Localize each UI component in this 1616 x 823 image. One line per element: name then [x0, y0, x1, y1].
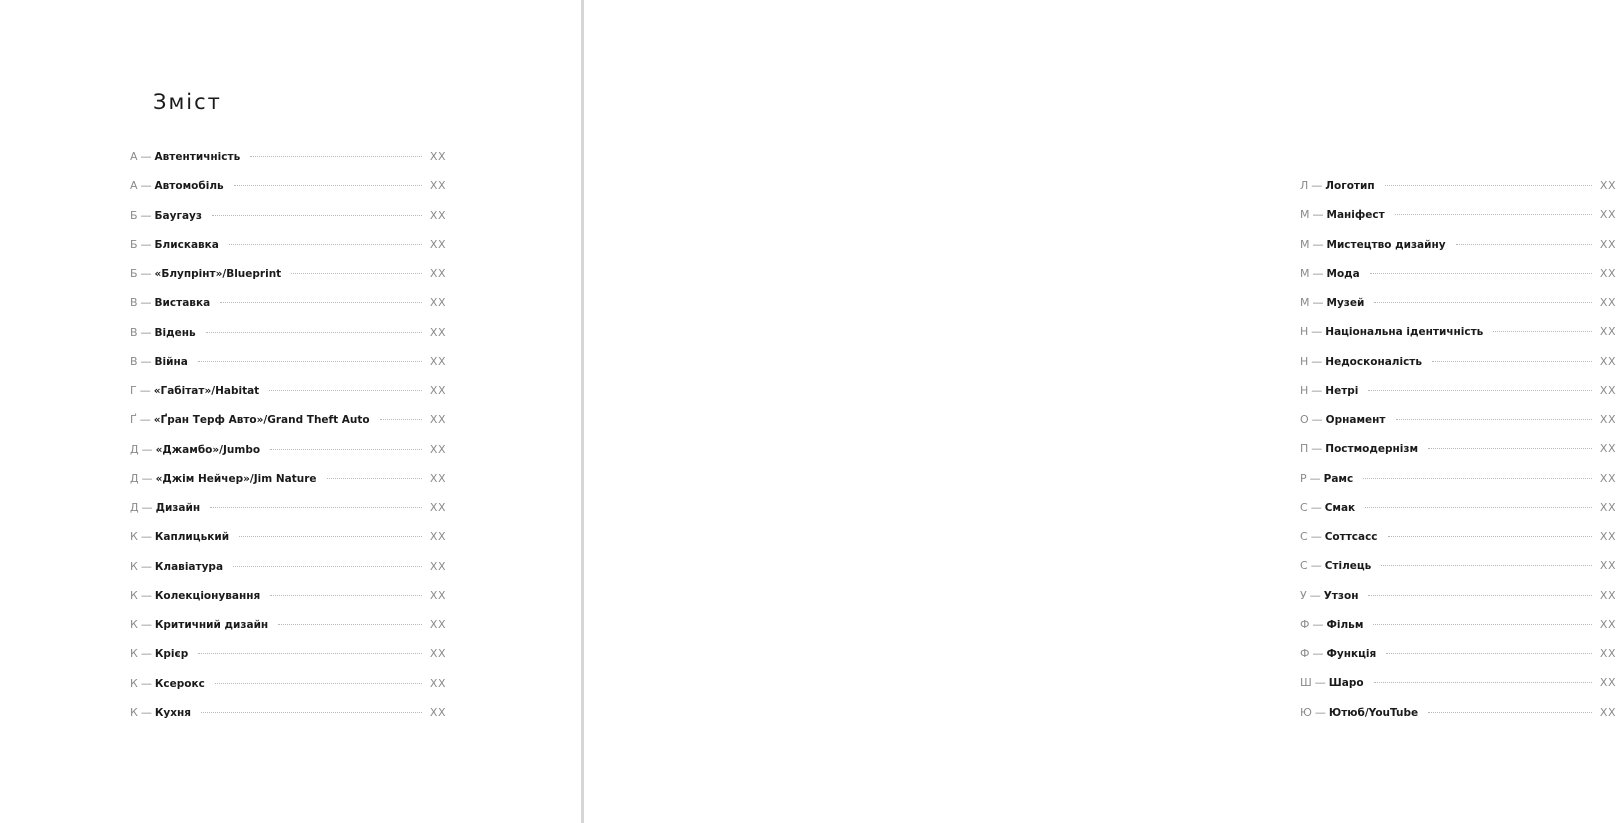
- toc-entry-letter: С: [1300, 559, 1308, 573]
- toc-entry-letter: К: [130, 530, 138, 544]
- toc-entry-letter: В: [130, 354, 138, 368]
- toc-entry-title: Постмодернізм: [1325, 443, 1419, 456]
- toc-dot-leader: [1368, 595, 1591, 596]
- toc-entry[interactable]: [130, 150, 446, 179]
- toc-entry-letter: К: [130, 618, 138, 631]
- toc-dot-leader: [1456, 244, 1592, 245]
- toc-entry-letter: П: [1300, 442, 1309, 456]
- toc-entry-page-number: XX: [1599, 325, 1616, 339]
- toc-entry-title: Мода: [1326, 267, 1360, 280]
- toc-dot-leader: [270, 449, 422, 450]
- toc-entry-title: Війна: [154, 355, 188, 368]
- toc-entry-title: Дизайн: [155, 502, 201, 514]
- toc-entry[interactable]: [130, 238, 446, 267]
- toc-entry-page-number: XX: [1599, 296, 1616, 309]
- book-spine-divider: [581, 0, 584, 823]
- toc-dot-leader: [1374, 682, 1592, 683]
- toc-entry[interactable]: [1300, 559, 1616, 588]
- toc-entry-letter: Д: [130, 501, 139, 514]
- toc-entry-page-number: XX: [1599, 647, 1616, 660]
- toc-dot-leader: [250, 156, 422, 157]
- toc-entry-page-number: XX: [1599, 617, 1616, 631]
- toc-entry-letter: М: [1300, 296, 1310, 309]
- toc-entry-dash: —: [141, 442, 153, 456]
- toc-dot-leader: [198, 653, 422, 654]
- toc-entry[interactable]: [130, 472, 446, 501]
- toc-entry-title: Фільм: [1326, 618, 1364, 631]
- page-title: Зміст: [153, 90, 222, 114]
- toc-entry-dash: —: [140, 267, 152, 280]
- toc-entry-page-number: XX: [1599, 208, 1616, 222]
- toc-entry-letter: Ш: [1300, 676, 1312, 690]
- toc-entry-page-number: XX: [429, 296, 446, 310]
- toc-dot-leader: [233, 566, 422, 567]
- toc-entry-dash: —: [1311, 325, 1323, 339]
- toc-entry-page-number: XX: [429, 588, 446, 602]
- toc-entry-letter: К: [130, 588, 138, 602]
- toc-entry-title: Каплицький: [154, 531, 230, 544]
- toc-entry-title: Автентичність: [154, 151, 241, 163]
- toc-dot-leader: [1368, 390, 1592, 391]
- toc-dot-leader: [210, 507, 422, 508]
- toc-entry-letter: М: [1300, 237, 1310, 251]
- toc-entry-title: Критичний дизайн: [154, 619, 269, 631]
- toc-entry[interactable]: [130, 179, 446, 208]
- toc-entry[interactable]: [1300, 179, 1616, 208]
- toc-entry-letter: Д: [130, 471, 139, 485]
- toc-entry-title: Баугауз: [154, 209, 202, 222]
- toc-entry-page-number: XX: [1599, 471, 1616, 485]
- left-page: [0, 0, 581, 823]
- toc-entry-dash: —: [1310, 530, 1322, 543]
- toc-entry-title: «Блупрінт»/Blueprint: [154, 268, 282, 280]
- toc-entry-title: «Габітат»/Habitat: [153, 385, 260, 397]
- toc-entry[interactable]: [130, 413, 446, 442]
- toc-entry-letter: Б: [130, 267, 138, 280]
- toc-dot-leader: [229, 244, 422, 245]
- toc-entry-title: Утзон: [1323, 589, 1359, 602]
- toc-entry-title: Ютюб/YouTube: [1328, 706, 1419, 719]
- toc-entry-dash: —: [1311, 413, 1323, 426]
- toc-entry[interactable]: [1300, 589, 1616, 618]
- toc-entry-page-number: XX: [1599, 266, 1616, 280]
- toc-dot-leader: [1432, 361, 1592, 362]
- toc-entry[interactable]: [1300, 208, 1616, 237]
- toc-entry[interactable]: [1300, 647, 1616, 676]
- toc-dot-leader: [201, 712, 422, 713]
- toc-entry-page-number: XX: [1599, 530, 1616, 543]
- toc-entry-page-number: XX: [1599, 442, 1616, 456]
- toc-entry[interactable]: [130, 209, 446, 238]
- toc-entry-page-number: XX: [1599, 676, 1616, 690]
- toc-entry[interactable]: [1300, 296, 1616, 325]
- toc-entry[interactable]: [130, 560, 446, 589]
- toc-entry-letter: Б: [130, 237, 138, 251]
- toc-entry-dash: —: [140, 618, 152, 631]
- toc-entry-dash: —: [140, 208, 152, 222]
- toc-entry-page-number: XX: [1599, 705, 1616, 719]
- toc-entry[interactable]: [130, 589, 446, 618]
- toc-entry-dash: —: [1312, 266, 1324, 280]
- toc-entry-dash: —: [1314, 705, 1326, 719]
- toc-entry-dash: —: [140, 354, 152, 368]
- toc-dot-leader: [1385, 185, 1592, 186]
- toc-entry-page-number: XX: [429, 384, 446, 397]
- toc-entry[interactable]: [130, 384, 446, 413]
- toc-entry-letter: В: [130, 296, 138, 310]
- toc-entry[interactable]: [1300, 501, 1616, 530]
- toc-dot-leader: [270, 595, 422, 596]
- toc-entry-letter: К: [130, 559, 138, 573]
- toc-entry[interactable]: [130, 296, 446, 325]
- toc-entry-dash: —: [1312, 617, 1324, 631]
- toc-dot-leader: [1493, 331, 1592, 332]
- toc-entry-dash: —: [140, 179, 152, 193]
- toc-entry[interactable]: [1300, 238, 1616, 267]
- toc-entry[interactable]: [1300, 530, 1616, 559]
- toc-dot-leader: [220, 302, 422, 303]
- toc-entry-page-number: XX: [429, 150, 446, 163]
- toc-entry-page-number: XX: [429, 208, 446, 222]
- toc-entry-dash: —: [140, 588, 152, 602]
- toc-entry-letter: Р: [1300, 471, 1307, 485]
- toc-dot-leader: [212, 215, 422, 216]
- toc-entry-page-number: XX: [1599, 179, 1616, 192]
- toc-entry-letter: Г: [130, 384, 137, 397]
- toc-entry-page-number: XX: [1599, 588, 1616, 602]
- toc-entry-dash: —: [1311, 179, 1323, 192]
- toc-entry-title: Відень: [154, 326, 196, 339]
- toc-entry-title: Блискавка: [154, 238, 219, 251]
- toc-dot-leader: [1428, 712, 1592, 713]
- toc-entry-page-number: XX: [429, 442, 446, 456]
- toc-entry[interactable]: [1300, 442, 1616, 471]
- toc-entry-letter: М: [1300, 266, 1310, 280]
- toc-entry-letter: В: [130, 325, 138, 339]
- toc-entry[interactable]: [130, 647, 446, 676]
- toc-dot-leader: [198, 361, 422, 362]
- toc-entry[interactable]: [130, 677, 446, 706]
- toc-entry-letter: А: [130, 179, 138, 193]
- toc-dot-leader: [1381, 565, 1592, 566]
- toc-entry-page-number: XX: [429, 354, 446, 368]
- toc-entry-dash: —: [1309, 471, 1321, 485]
- toc-entry-dash: —: [1309, 588, 1321, 602]
- toc-entry-dash: —: [1310, 559, 1322, 573]
- toc-entry[interactable]: [1300, 618, 1616, 647]
- toc-entry[interactable]: [1300, 472, 1616, 501]
- toc-dot-leader: [269, 390, 422, 391]
- toc-entry-page-number: XX: [429, 676, 446, 690]
- toc-dot-leader: [215, 683, 422, 684]
- toc-list-left: [130, 150, 446, 735]
- toc-entry[interactable]: [1300, 325, 1616, 354]
- toc-dot-leader: [1396, 419, 1592, 420]
- toc-entry-page-number: XX: [429, 471, 446, 485]
- toc-entry-title: Стілець: [1324, 560, 1372, 573]
- toc-entry-page-number: XX: [1599, 237, 1616, 251]
- toc-entry-title: Мистецтво дизайну: [1326, 238, 1446, 251]
- toc-entry-letter: Ю: [1300, 705, 1312, 719]
- toc-entry-letter: А: [130, 150, 138, 163]
- toc-dot-leader: [1395, 214, 1592, 215]
- toc-entry-dash: —: [1311, 383, 1323, 397]
- toc-dot-leader: [1374, 302, 1592, 303]
- toc-entry-dash: —: [1314, 676, 1326, 690]
- toc-dot-leader: [1363, 478, 1592, 479]
- toc-entry[interactable]: [130, 618, 446, 647]
- toc-entry-letter: К: [130, 705, 138, 719]
- toc-entry-dash: —: [141, 501, 153, 514]
- toc-entry-dash: —: [1312, 296, 1324, 309]
- toc-entry-page-number: XX: [1599, 559, 1616, 573]
- toc-dot-leader: [239, 536, 422, 537]
- toc-entry-title: Соттсасс: [1324, 531, 1378, 543]
- toc-dot-leader: [234, 185, 422, 186]
- toc-entry-title: Крієр: [154, 648, 189, 661]
- toc-entry-letter: Л: [1300, 179, 1309, 192]
- toc-entry-dash: —: [140, 647, 152, 661]
- toc-entry-page-number: XX: [429, 179, 446, 193]
- toc-entry-dash: —: [140, 676, 152, 690]
- toc-entry[interactable]: [130, 326, 446, 355]
- toc-entry-letter: С: [1300, 500, 1308, 514]
- toc-entry-page-number: XX: [429, 501, 446, 514]
- toc-dot-leader: [1373, 624, 1592, 625]
- toc-entry-title: Функція: [1326, 648, 1377, 660]
- toc-entry[interactable]: [130, 443, 446, 472]
- toc-entry-letter: Ґ: [130, 413, 137, 427]
- toc-entry-title: Національна ідентичність: [1325, 326, 1484, 339]
- toc-entry-letter: Н: [1300, 383, 1309, 397]
- toc-entry[interactable]: [1300, 355, 1616, 384]
- toc-entry-page-number: XX: [429, 705, 446, 719]
- toc-entry-title: Музей: [1326, 297, 1365, 309]
- toc-entry-dash: —: [140, 150, 152, 163]
- toc-entry-letter: М: [1300, 208, 1310, 222]
- toc-entry-page-number: XX: [429, 237, 446, 251]
- toc-entry-dash: —: [1311, 442, 1323, 456]
- toc-entry-title: Недосконалість: [1325, 355, 1423, 368]
- toc-entry-dash: —: [140, 559, 152, 573]
- toc-entry-letter: Б: [130, 208, 138, 222]
- toc-dot-leader: [278, 624, 422, 625]
- toc-entry-title: Виставка: [154, 297, 211, 310]
- toc-dot-leader: [327, 478, 422, 479]
- toc-entry-letter: Ф: [1300, 617, 1310, 631]
- right-page: [585, 0, 1616, 823]
- toc-entry-title: Рамс: [1323, 472, 1354, 485]
- toc-entry-page-number: XX: [429, 530, 446, 544]
- toc-entry-letter: Н: [1300, 354, 1309, 368]
- toc-entry-dash: —: [1311, 354, 1323, 368]
- toc-dot-leader: [1388, 536, 1592, 537]
- toc-entry-title: Маніфест: [1326, 209, 1385, 222]
- toc-dot-leader: [1386, 653, 1592, 654]
- toc-dot-leader: [1370, 273, 1592, 274]
- toc-entry-title: Логотип: [1325, 180, 1375, 192]
- toc-entry-page-number: XX: [429, 267, 446, 280]
- toc-entry-dash: —: [139, 413, 151, 427]
- toc-entry-dash: —: [140, 705, 152, 719]
- toc-entry-letter: С: [1300, 530, 1308, 543]
- toc-entry[interactable]: [1300, 267, 1616, 296]
- toc-entry-letter: Ф: [1300, 647, 1310, 660]
- toc-entry-title: «Джім Нейчер»/Jim Nature: [155, 472, 317, 485]
- toc-dot-leader: [291, 273, 422, 274]
- toc-entry-title: Кухня: [154, 706, 192, 719]
- toc-entry[interactable]: [1300, 706, 1616, 735]
- toc-entry-letter: К: [130, 676, 138, 690]
- toc-entry-title: Орнамент: [1325, 414, 1386, 426]
- toc-dot-leader: [380, 419, 422, 420]
- toc-list-right: [1300, 179, 1616, 735]
- toc-entry-title: «Ґран Терф Авто»/Grand Theft Auto: [153, 414, 370, 427]
- toc-entry-page-number: XX: [1599, 354, 1616, 368]
- toc-entry-dash: —: [140, 296, 152, 310]
- toc-entry-dash: —: [1312, 237, 1324, 251]
- toc-entry[interactable]: [1300, 676, 1616, 705]
- toc-entry-page-number: XX: [429, 647, 446, 661]
- toc-entry-title: Шаро: [1328, 677, 1364, 690]
- toc-entry[interactable]: [130, 267, 446, 296]
- toc-entry-letter: У: [1300, 588, 1307, 602]
- toc-dot-leader: [1428, 448, 1592, 449]
- toc-entry-dash: —: [141, 471, 153, 485]
- toc-entry-page-number: XX: [1599, 500, 1616, 514]
- toc-entry-page-number: XX: [429, 618, 446, 631]
- toc-entry-title: Клавіатура: [154, 560, 224, 573]
- toc-entry-dash: —: [1310, 500, 1322, 514]
- toc-entry-page-number: XX: [1599, 383, 1616, 397]
- toc-entry-letter: Д: [130, 442, 139, 456]
- toc-entry-title: Колекціонування: [154, 589, 261, 602]
- toc-entry[interactable]: [130, 530, 446, 559]
- toc-entry-letter: К: [130, 647, 138, 661]
- toc-entry[interactable]: [130, 355, 446, 384]
- toc-entry-dash: —: [1312, 647, 1324, 660]
- toc-entry-letter: О: [1300, 413, 1309, 426]
- toc-entry-dash: —: [1312, 208, 1324, 222]
- toc-entry-dash: —: [139, 384, 151, 397]
- toc-entry[interactable]: [1300, 384, 1616, 413]
- toc-entry-dash: —: [140, 237, 152, 251]
- toc-entry[interactable]: [130, 706, 446, 735]
- toc-entry-letter: Н: [1300, 325, 1309, 339]
- toc-entry-title: «Джамбо»/Jumbo: [155, 443, 261, 456]
- toc-entry-title: Смак: [1324, 501, 1356, 514]
- toc-entry-page-number: XX: [1599, 413, 1616, 426]
- toc-entry-page-number: XX: [429, 413, 446, 427]
- toc-entry-page-number: XX: [429, 559, 446, 573]
- toc-entry-dash: —: [140, 325, 152, 339]
- toc-entry[interactable]: [1300, 413, 1616, 442]
- toc-dot-leader: [1365, 507, 1592, 508]
- toc-entry-title: Автомобіль: [154, 180, 224, 193]
- toc-entry-title: Нетрі: [1325, 384, 1359, 397]
- toc-dot-leader: [206, 332, 422, 333]
- toc-entry-page-number: XX: [429, 325, 446, 339]
- toc-entry[interactable]: [130, 501, 446, 530]
- toc-entry-title: Ксерокс: [154, 677, 205, 690]
- toc-entry-dash: —: [140, 530, 152, 544]
